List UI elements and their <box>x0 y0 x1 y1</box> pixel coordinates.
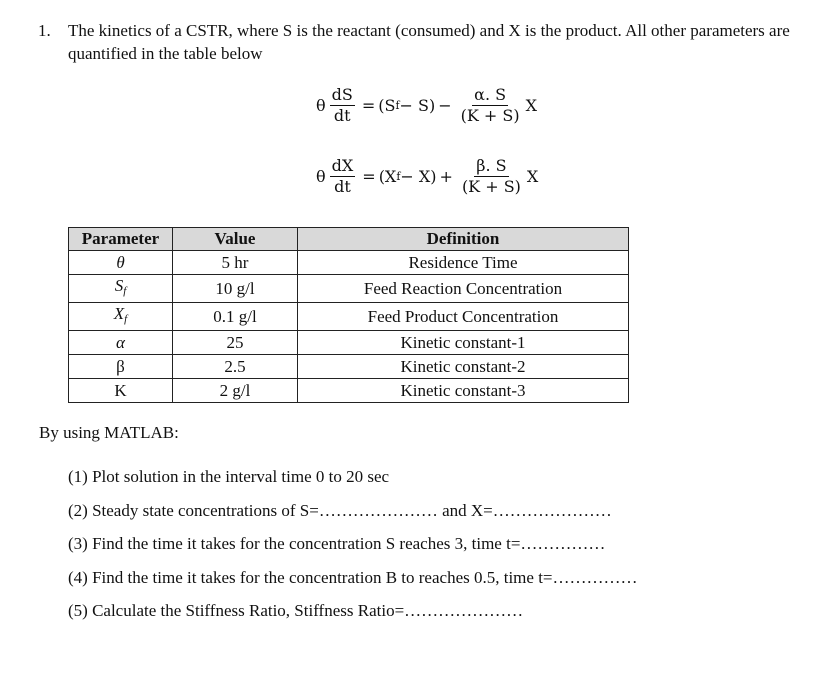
definition-cell: Kinetic constant-1 <box>298 331 629 355</box>
param-cell: β <box>69 355 173 379</box>
task-item: (3) Find the time it takes for the concentration S reaches 3, time t=…………… <box>68 534 606 553</box>
derivative-fraction: $\frac{dS}{dt}$ <box>331 85 353 125</box>
table-row <box>69 303 629 331</box>
header-definition: Definition <box>298 228 629 251</box>
question-header <box>38 19 798 65</box>
param-cell: K <box>69 379 173 403</box>
param-cell: $X_f$ <box>69 303 173 331</box>
task-item: (1) Plot solution in the interval time 0 to 20 sec <box>68 467 390 486</box>
value-cell: 2.5 <box>173 355 298 379</box>
theta-symbol: θ <box>316 167 326 186</box>
definition-cell: Kinetic constant-2 <box>298 355 629 379</box>
value-cell: 2 g/l <box>173 379 298 403</box>
task-item: (5) Calculate the Stiffness Ratio, Stiffness Ratio=………………… <box>68 601 524 620</box>
value-cell: 0.1 g/l <box>173 303 298 331</box>
theta-symbol: θ <box>316 96 326 115</box>
value-cell: 5 hr <box>173 251 298 275</box>
param-cell: $S_f$ <box>69 275 173 303</box>
param-cell: α <box>69 331 173 355</box>
table-row <box>69 331 629 355</box>
task-item: (4) Find the time it takes for the concentration B to reaches 0.5, time t=…………… <box>68 567 638 587</box>
table-row <box>69 251 629 275</box>
header-value: Value <box>173 228 298 251</box>
task-list <box>68 466 638 634</box>
task-item: (2) Steady state concentrations of S=………………… and X=………………… <box>68 500 612 520</box>
definition-cell: Residence Time <box>298 251 629 275</box>
derivative-fraction: $\frac{dX}{dt}$ <box>331 156 354 196</box>
parameter-table <box>68 227 629 403</box>
matlab-instruction: By using MATLAB: <box>39 423 179 442</box>
header-parameter: Parameter <box>69 228 173 251</box>
value-cell: 10 g/l <box>173 275 298 303</box>
table-row <box>69 275 629 303</box>
rate-fraction: $\frac{\beta. S}{(K + S)}$ <box>461 156 521 196</box>
question-number: 1. <box>38 21 51 40</box>
table-row <box>69 355 629 379</box>
table-header-row <box>69 228 629 251</box>
value-cell: 25 <box>173 331 298 355</box>
definition-cell: Kinetic constant-3 <box>298 379 629 403</box>
definition-cell: Feed Product Concentration <box>298 303 629 331</box>
rate-fraction: $\frac{\alpha. S}{(K + S)}$ <box>460 85 520 125</box>
equation-ds-dt: θ $\frac{dS}{dt}$ = (S f − S) − $\frac{\alpha. S}{(K + S)}$ X <box>316 85 538 125</box>
question-text: The kinetics of a CSTR, where S is the reactant (consumed) and X is the product. All other parameters are quantified in the table below <box>68 21 790 63</box>
param-cell: θ <box>69 251 173 275</box>
definition-cell: Feed Reaction Concentration <box>298 275 629 303</box>
table-row <box>69 379 629 403</box>
equation-dx-dt: θ $\frac{dX}{dt}$ = (X f − X) + $\frac{\beta. S}{(K + S)}$ X <box>316 156 539 196</box>
